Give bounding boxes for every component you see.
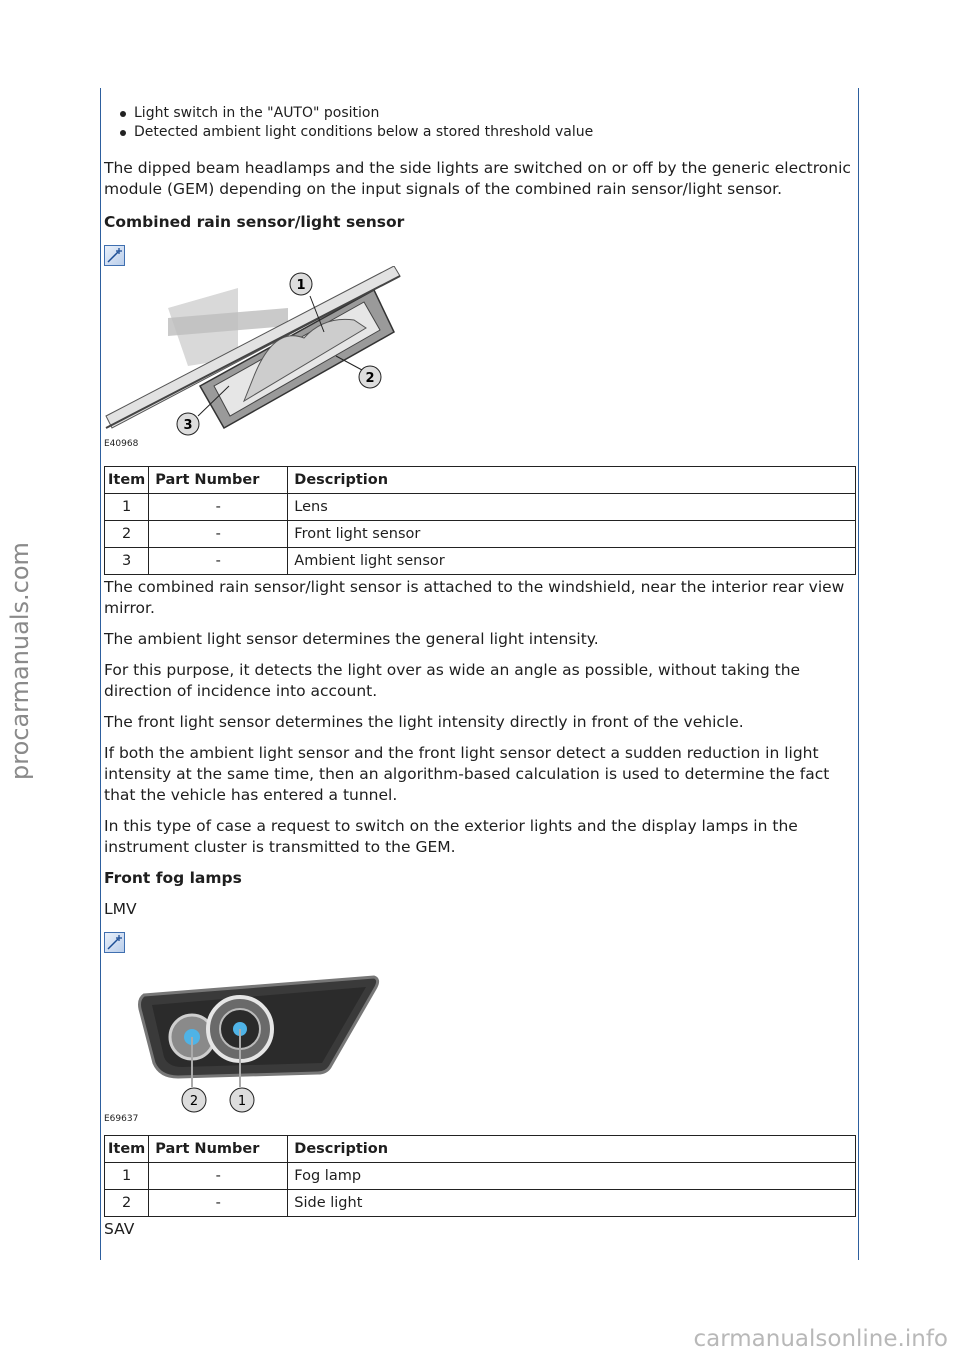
column-header-part-number: Part Number [149, 1136, 288, 1163]
variant-label-sav: SAV [104, 1220, 135, 1238]
column-header-description: Description [288, 467, 856, 494]
callout-2: 2 [189, 1094, 199, 1109]
table-row [105, 521, 856, 548]
table-row [105, 1163, 856, 1190]
paragraph: The combined rain sensor/light sensor is attached to the windshield, near the interior rear view mirror. [104, 578, 845, 617]
item-cell: 1 [105, 1163, 149, 1190]
column-header-item: Item [105, 467, 149, 494]
description-cell: Fog lamp [288, 1163, 856, 1190]
rain-sensor-illustration [104, 266, 404, 448]
callout-1: 1 [237, 1094, 247, 1109]
parts-table-rain-sensor [104, 466, 856, 575]
condition-list [104, 104, 856, 142]
paragraph: For this purpose, it detects the light over as wide an angle as possible, without taking the direction of incidence into account. [104, 661, 801, 700]
part-number-cell: - [149, 1163, 288, 1190]
footer-watermark: carmanualsonline.info [693, 1326, 948, 1352]
section-heading-fog-lamps: Front fog lamps [104, 869, 242, 887]
description-cell: Side light [288, 1190, 856, 1217]
right-margin-line [858, 88, 859, 1260]
zoom-icon [105, 246, 124, 265]
table-row [105, 548, 856, 575]
description-cell: Ambient light sensor [288, 548, 856, 575]
column-header-item: Item [105, 1136, 149, 1163]
list-item: Light switch in the "AUTO" position [134, 104, 856, 123]
table-row [105, 494, 856, 521]
side-watermark: procarmanuals.com [6, 542, 34, 780]
part-number-cell: - [149, 521, 288, 548]
callout-3: 3 [183, 418, 193, 433]
rain-sensor-figure [104, 266, 404, 448]
item-cell: 2 [105, 1190, 149, 1217]
left-margin-line [100, 88, 101, 1260]
paragraph: The ambient light sensor determines the general light intensity. [104, 630, 599, 648]
paragraph: In this type of case a request to switch on the exterior lights and the display lamps in the instrument cluster is transmitted to the GEM. [104, 817, 798, 856]
callout-2: 2 [365, 371, 375, 386]
zoom-button[interactable] [104, 245, 125, 266]
callout-1: 1 [296, 278, 306, 293]
column-header-part-number: Part Number [149, 467, 288, 494]
section-heading-rain-sensor: Combined rain sensor/light sensor [104, 213, 405, 231]
fog-lamp-figure [104, 955, 394, 1123]
description-cell: Front light sensor [288, 521, 856, 548]
paragraph: If both the ambient light sensor and the front light sensor detect a sudden reduction in light intensity at the same time, then an algorithm-based calculation is used to determine the fact that the vehicle has entered a tunnel. [104, 744, 830, 804]
zoom-button[interactable] [104, 932, 125, 953]
variant-label-lmv: LMV [104, 900, 137, 918]
figure-code: E69637 [104, 1114, 139, 1123]
list-item: Detected ambient light conditions below a stored threshold value [134, 123, 856, 142]
document-content [104, 104, 856, 1240]
item-cell: 3 [105, 548, 149, 575]
item-cell: 2 [105, 521, 149, 548]
part-number-cell: - [149, 494, 288, 521]
figure-code: E40968 [104, 439, 139, 448]
column-header-description: Description [288, 1136, 856, 1163]
paragraph-gem: The dipped beam headlamps and the side lights are switched on or off by the generic electronic module (GEM) depending on the input signals of the combined rain sensor/light sensor. [104, 159, 851, 198]
zoom-icon [105, 933, 124, 952]
item-cell: 1 [105, 494, 149, 521]
parts-table-fog-lamps [104, 1135, 856, 1217]
table-row [105, 1190, 856, 1217]
description-cell: Lens [288, 494, 856, 521]
part-number-cell: - [149, 548, 288, 575]
fog-lamp-illustration [104, 955, 394, 1123]
paragraph: The front light sensor determines the light intensity directly in front of the vehicle. [104, 713, 744, 731]
part-number-cell: - [149, 1190, 288, 1217]
